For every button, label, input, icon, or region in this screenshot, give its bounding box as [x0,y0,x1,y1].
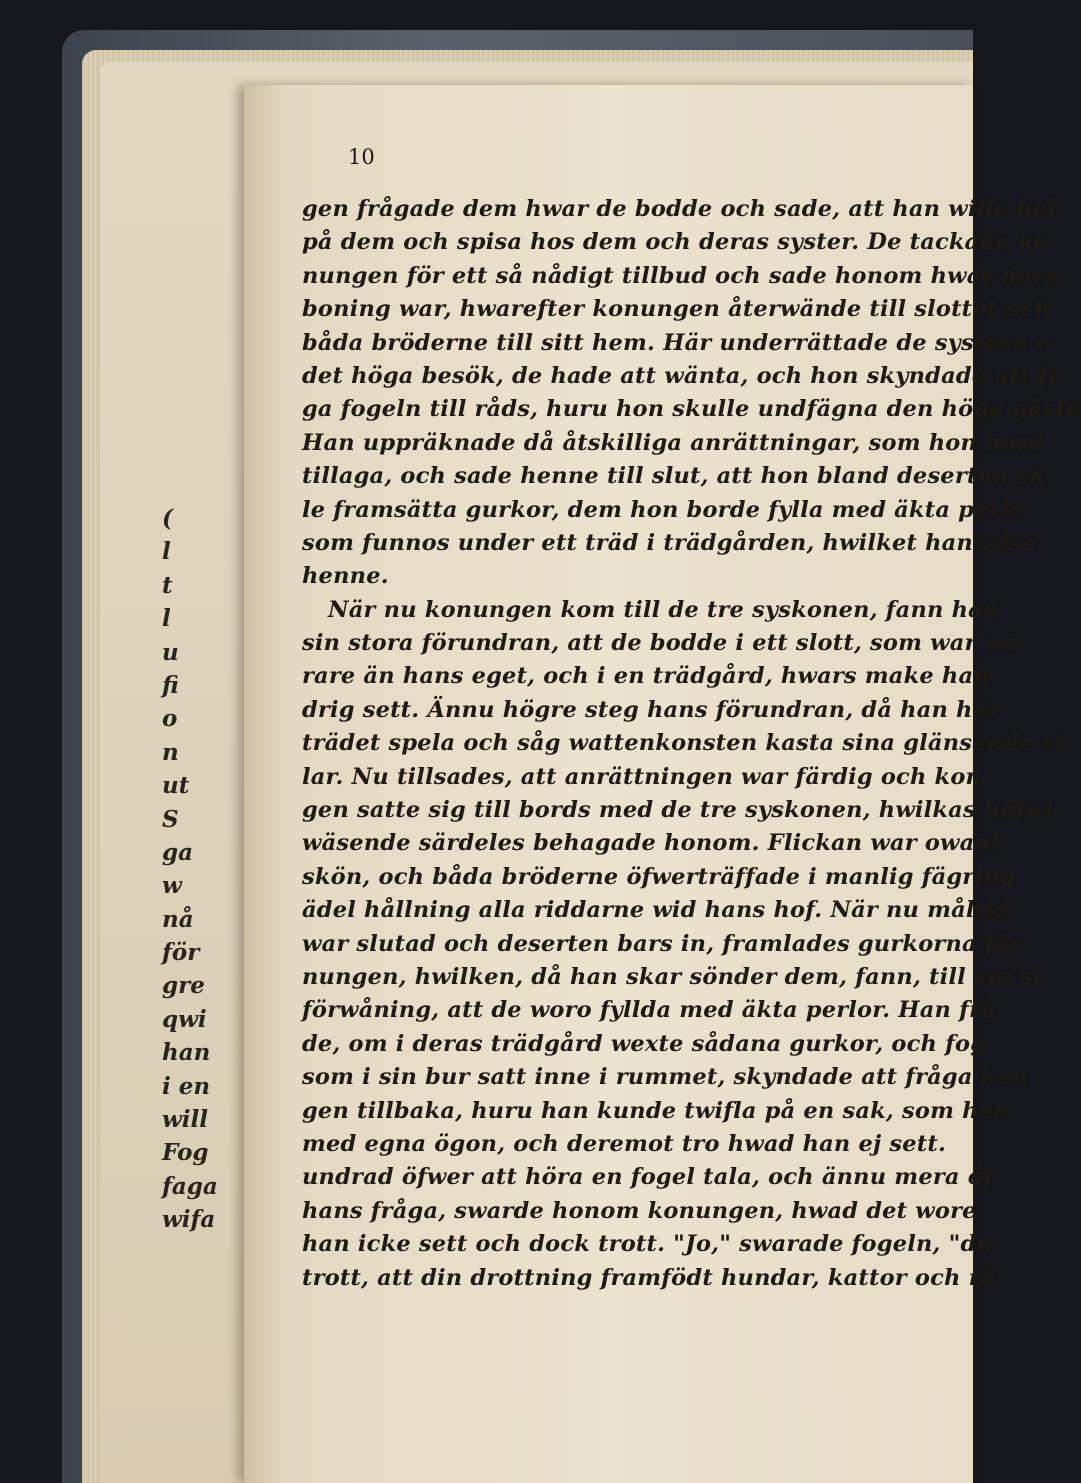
margin-fragment: fi [162,671,179,699]
margin-fragment: ( [162,505,173,532]
margin-fragment: o [162,705,178,733]
text-line: ga fogeln till råds, huru hon skulle undfägna den höge gäste [302,396,1081,423]
text-line: war slutad och deserten bars in, framlades gurkorna för [302,930,1022,957]
text-line: le framsätta gurkor, dem hon borde fylla med äkta perlo [302,496,1025,523]
text-line: gen tillbaka, huru han kunde twifla på en sak, som han [302,1097,1011,1124]
left-page-margin-fragments [162,502,252,1237]
text-line: boning war, hwarefter konungen återwände till slottet och [302,296,1052,323]
right-page [244,85,1081,1483]
margin-fragment: wifa [162,1206,216,1234]
margin-fragment: nå [162,905,194,933]
margin-fragment: w [162,872,182,900]
margin-fragment: för [162,939,200,967]
margin-fragment: S [162,805,179,833]
right-page-number: 10 [348,145,375,169]
text-line: lar. Nu tillsades, att anrättningen war färdig och kon [302,763,983,790]
margin-fragment: u [162,638,179,666]
text-line: trädet spela och såg wattenkonsten kasta sina glänsande st [302,730,1066,757]
text-line: rare än hans eget, och i en trädgård, hwars make han [302,663,990,690]
margin-fragment: n [162,738,179,766]
text-line: som i sin bur satt inne i rummet, skyndade att fråga kon [302,1064,1029,1091]
text-line: gen frågade dem hwar de bodde och sade, att han wille hel [302,196,1057,222]
text-line: båda bröderne till sitt hem. Här underrättade de systern o [302,329,1051,356]
margin-fragment: qwi [162,1005,207,1033]
page-text [302,193,1081,1295]
margin-fragment: ut [162,772,190,800]
margin-fragment: gre [162,972,205,1000]
text-line: Han uppräknade då åtskilliga anrättningar, som hon bord [302,429,1045,456]
text-line: som funnos under ett träd i trädgården, hwilket han wisa [302,529,1037,556]
text-line: undrad öfwer att höra en fogel tala, och ännu mera öf [302,1164,993,1191]
text-line: drig sett. Ännu högre steg hans förundran, då han hör [302,696,1000,723]
margin-fragment: will [162,1106,209,1134]
text-line: hans fråga, swarde honom konungen, hwad det wore [302,1197,977,1224]
text-line: nungen för ett så nådigt tillbud och sade honom hwar dera [302,262,1059,289]
text-line: ädel hållning alla riddarne wid hans hof. När nu måltid [302,897,1010,924]
text-line: skön, och båda bröderne öfwerträffade i manlig fägring [302,863,1016,890]
margin-fragment: ga [162,838,193,866]
text-line: på dem och spisa hos dem och deras syster. De tackade ko [302,229,1049,256]
margin-fragment: l [162,605,171,633]
text-line: tillaga, och sade henne till slut, att hon bland deserten sk [302,463,1046,490]
margin-fragment: t [162,571,173,599]
text-line: trott, att din drottning framfödt hundar, kattor och rå [302,1264,996,1291]
margin-fragment: Fog [162,1139,209,1167]
text-line: med egna ögon, och deremot tro hwad han ej sett. [302,1130,947,1157]
margin-fragment: han [162,1039,211,1067]
text-line: han icke sett och dock trott. "Jo," swarade fogeln, "du [302,1231,993,1258]
text-line: sin stora förundran, att de bodde i ett slott, som war wa [302,630,1019,657]
text-line: När nu konungen kom till de tre syskonen, fann han [328,596,1000,623]
margin-fragment: l [162,538,171,566]
margin-fragment: i en [162,1072,211,1100]
text-line: de, om i deras trädgård wexte sådana gurkor, och fog [302,1030,987,1057]
margin-fragment: faga [162,1172,218,1200]
text-line: det höga besök, de hade att wänta, och hon skyndade att fr [302,362,1061,389]
text-line: förwåning, att de woro fyllda med äkta perlor. Han frå [302,997,996,1024]
text-line: nungen, hwilken, då han skar sönder dem, fann, till sin st [302,963,1044,990]
text-line: wäsende särdeles behagade honom. Flickan war owanl [302,830,1000,857]
text-line: henne. [302,563,389,590]
text-line: gen satte sig till bords med de tre syskonen, hwilkas höfwi [302,797,1054,824]
